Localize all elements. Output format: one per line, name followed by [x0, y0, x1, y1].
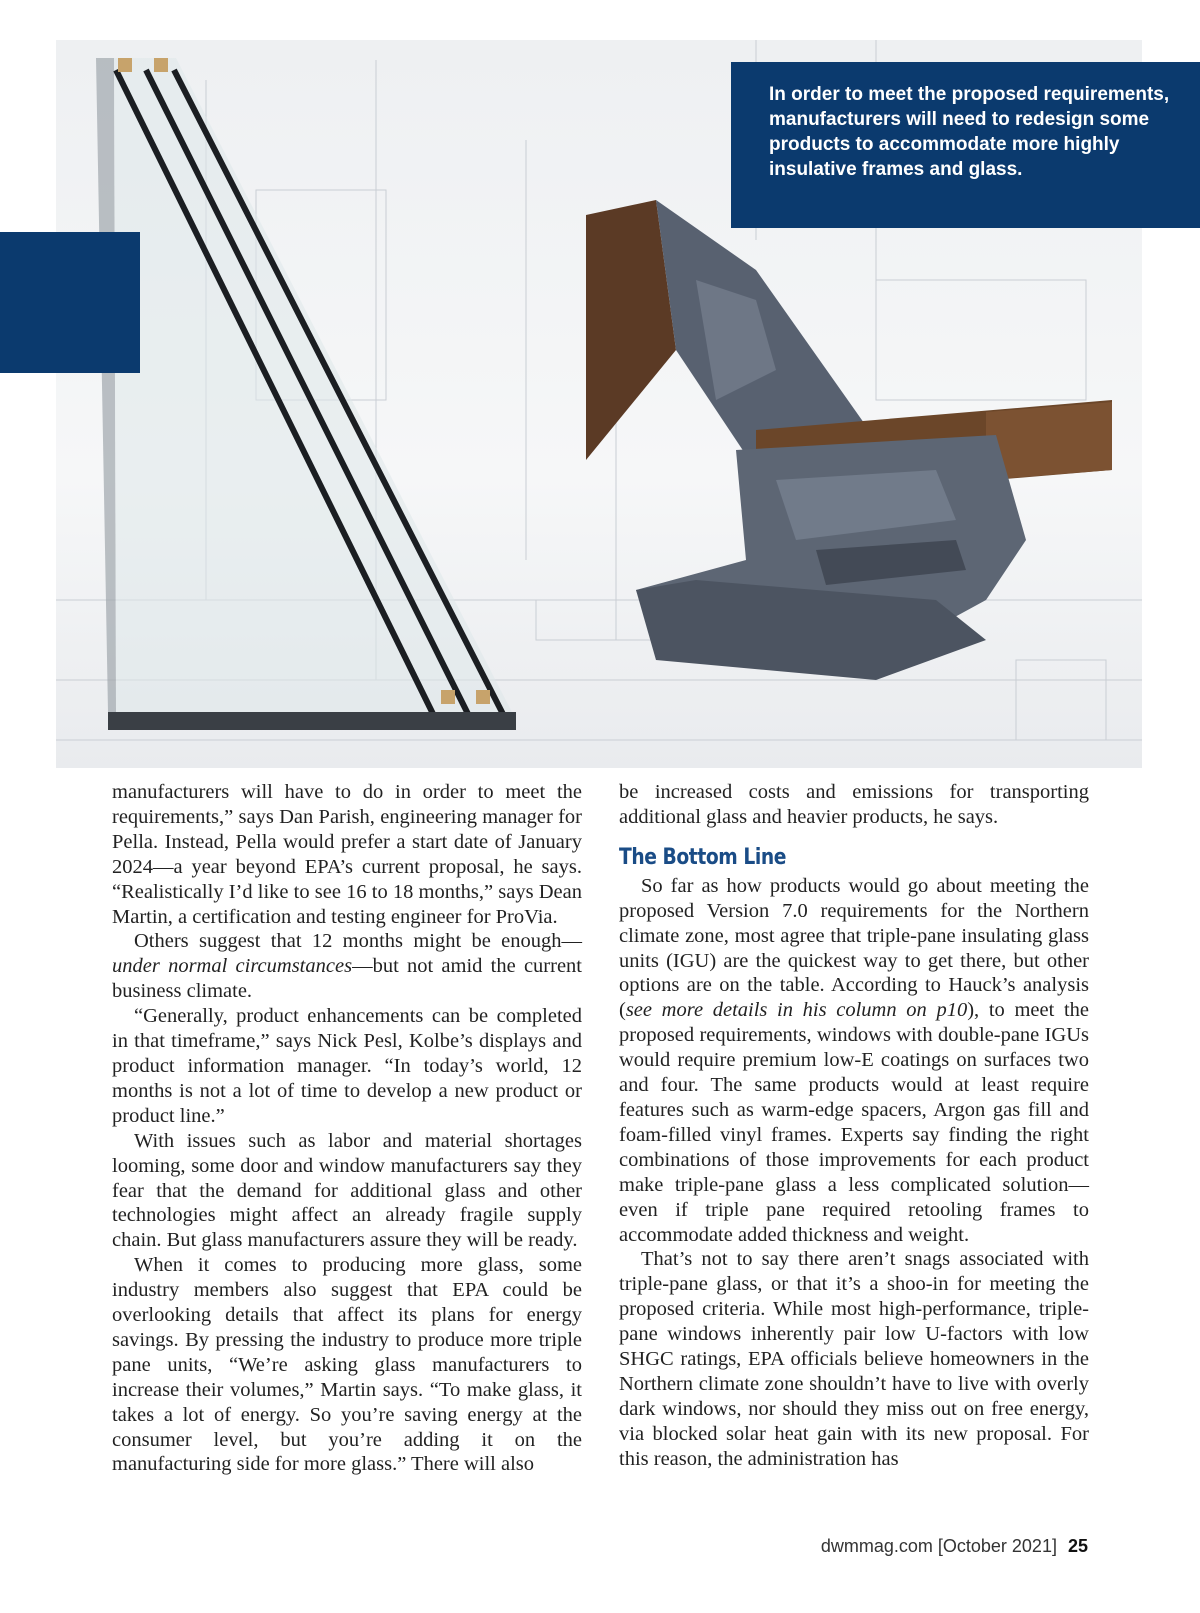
page-footer: [821, 1536, 1088, 1557]
site-url: dwmmag.com: [820, 1536, 933, 1556]
paragraph: be increased costs and emissions for transporting additional glass and heavier products, he says.: [619, 781, 1089, 828]
emphasis: see more details in his column on p10: [625, 999, 968, 1022]
section-heading: The Bottom Line: [619, 844, 787, 870]
paragraph: manufacturers will have to do in order to meet the requirements,” says Dan Parish, engineering manager for Pella. Instead, Pella would prefer a start date of January 2024—a year beyond EPA’s current proposal, he says. “Realistically I’d like to see 16 to 18 months,” says Dean Martin, a certification and testing engineer for ProVia.: [112, 781, 582, 928]
paragraph: When it comes to producing more glass, some industry members also suggest that EPA could be overlooking details that affect its plans for energy savings. By pressing the industry to produce more triple pane units, “We’re asking glass manufacturers to increase their volumes,” Martin says. “To make glass, it takes a lot of energy. So you’re saving energy at the consumer level, but you’re adding it on the manufacturing side for more glass.” There will also: [112, 1254, 582, 1476]
paragraph: [112, 929, 582, 1004]
issue-date: [October 2021]: [937, 1536, 1057, 1556]
frame-profile-front: [636, 400, 1112, 680]
emphasis: under normal circumstances: [112, 955, 353, 978]
paragraph: “Generally, product enhancements can be completed in that timeframe,” says Nick Pesl, Kolbe’s displays and product information manager. “In today’s world, 12 months is not a lot of time to develop a new product or product line.”: [112, 1005, 582, 1127]
paragraph: [619, 874, 1089, 1248]
left-column: [112, 780, 582, 1477]
right-column: [619, 780, 1089, 1472]
text-run: ), to meet the proposed requirements, windows with double-pane IGUs would require premium low-E coatings on surfaces two and four. The same products would at least require features such as warm-edge spacers, Argon gas fill and foam-filled vinyl frames. Experts say finding the right combinations of those improvements for each product make triple-pane glass a less complicated solution—even if triple pane required retooling frames to accommodate added thickness and weight.: [619, 999, 1089, 1246]
side-accent-tab: [0, 232, 140, 373]
paragraph: With issues such as labor and material shortages looming, some door and window manufacturers say they fear that the demand for additional glass and other technologies might affect an already fragile supply chain. But glass manufacturers assure they will be ready.: [112, 1129, 582, 1252]
pull-quote-text: In order to meet the proposed requirements, manufacturers will need to redesign some products to accommodate more highly insulative frames and glass.: [769, 84, 1170, 180]
text-run: Others suggest that 12 months might be enough—: [134, 930, 582, 953]
pull-quote-box: [731, 62, 1200, 228]
paragraph: That’s not to say there aren’t snags associated with triple-pane glass, or that it’s a shoo-in for meeting the proposed criteria. While most high-performance, triple-pane windows inherently pair low U-factors with low SHGC ratings, EPA officials believe homeowners in the Northern climate zone shouldn’t have to live with overly dark windows, nor should they miss out on free energy, via blocked solar heat gain with its new proposal. For this reason, the administration has: [619, 1248, 1089, 1470]
triple-pane-glass: [96, 58, 516, 730]
page-number: 25: [1067, 1536, 1088, 1556]
text-run: —but not amid the current business climate.: [112, 955, 582, 1003]
text-run: So far as how products would go about meeting the proposed Version 7.0 requirements for the Northern climate zone, most agree that triple-pane insulating glass units (IGU) are the quickest way to get there, but other options are on the table. According to Hauck’s analysis (: [619, 874, 1089, 1022]
